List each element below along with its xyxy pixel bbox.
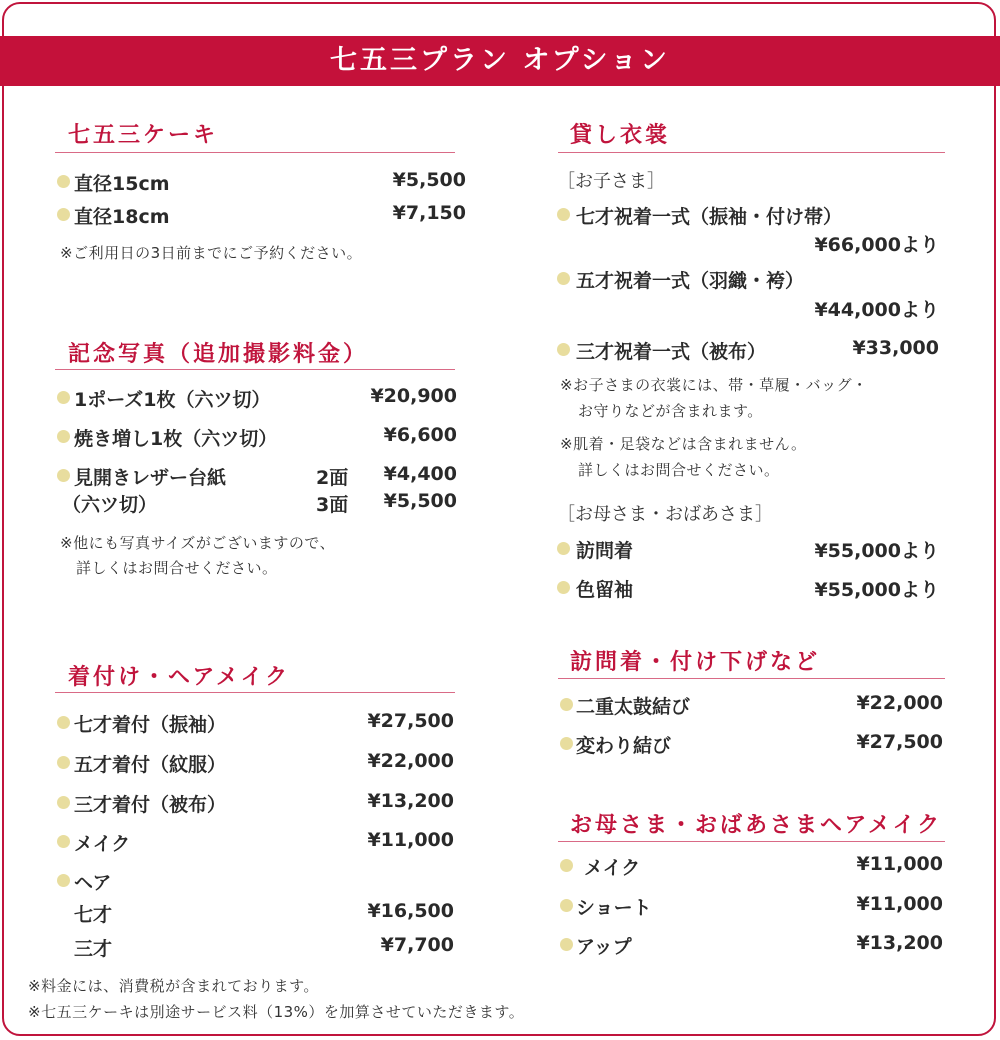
bullet-icon [560, 698, 573, 711]
kitsuke-item-label: 五才着付（紋服） [74, 754, 227, 776]
cake-note: ※ご利用日の3日前までにご予約ください。 [60, 244, 363, 262]
cake-item-price: ¥7,150 [392, 202, 466, 224]
mothers-hair-item-price: ¥11,000 [856, 853, 943, 875]
rental-note: お守りなどが含まれます。 [578, 402, 763, 420]
houmon-item-label: 変わり結び [576, 735, 672, 757]
kids-header: ［お子さま］ [557, 171, 665, 192]
bullet-icon [557, 343, 570, 356]
bullet-icon [57, 756, 70, 769]
album-option-price: ¥5,500 [383, 490, 457, 512]
rental-note: ※肌着・足袋などは含まれません。 [560, 435, 807, 453]
hair-sub-label: 七才 [74, 904, 113, 926]
footer-note: ※料金には、消費税が含まれております。 [28, 977, 319, 995]
page-title: 七五三プラン オプション [0, 36, 1000, 86]
album-option-face: 3面 [316, 494, 349, 516]
divider [55, 692, 455, 693]
kitsuke-item-label: 三才着付（被布） [74, 794, 227, 816]
bullet-icon [57, 175, 70, 188]
mothers-item-price: ¥55,000より [814, 579, 939, 601]
photo-note: ※他にも写真サイズがございますので、 [60, 534, 336, 552]
bullet-icon [57, 716, 70, 729]
album-label: 見開きレザー台紙 [74, 467, 227, 489]
kids-item-price: ¥44,000より [814, 299, 939, 321]
cake-item-label: 直径15cm [74, 173, 170, 195]
divider [558, 152, 945, 153]
bullet-icon [57, 430, 70, 443]
divider [558, 678, 945, 679]
cake-item-price: ¥5,500 [392, 169, 466, 191]
album-option-face: 2面 [316, 467, 349, 489]
mothers-item-label: 訪問着 [576, 540, 634, 562]
mothers-hair-item-price: ¥11,000 [856, 893, 943, 915]
photo-item-price: ¥20,900 [370, 385, 457, 407]
kitsuke-item-price: ¥13,200 [367, 790, 454, 812]
divider [55, 369, 455, 370]
bullet-icon [57, 835, 70, 848]
mothers-hair-item-label: メイク [584, 857, 641, 879]
cake-item-label: 直径18cm [74, 206, 170, 228]
album-size: （六ツ切） [62, 494, 158, 516]
kitsuke-item-price: ¥27,500 [367, 710, 454, 732]
divider [55, 152, 455, 153]
kids-item-label: 七才祝着一式（振袖・付け帯） [576, 206, 843, 228]
bullet-icon [560, 737, 573, 750]
bullet-icon [560, 899, 573, 912]
hair-sub-price: ¥16,500 [367, 900, 454, 922]
divider [558, 841, 945, 842]
bullet-icon [557, 581, 570, 594]
photo-item-price: ¥6,600 [383, 424, 457, 446]
photo-item-label: 1ポーズ1枚（六ツ切） [74, 389, 271, 411]
bullet-icon [557, 272, 570, 285]
mothers-item-price: ¥55,000より [814, 540, 939, 562]
kids-item-price: ¥33,000 [852, 337, 939, 359]
mothers-hair-item-label: ショート [576, 897, 652, 919]
mothers-header: ［お母さま・おばあさま］ [557, 504, 773, 525]
footer-note: ※七五三ケーキは別途サービス料（13%）を加算させていただきます。 [28, 1003, 525, 1021]
kitsuke-item-price: ¥11,000 [367, 829, 454, 851]
kitsuke-item-label: メイク [74, 833, 131, 855]
page-frame [2, 2, 996, 1036]
kitsuke-section-title: 着付け・ヘアメイク [68, 665, 291, 690]
rental-note: ※お子さまの衣裳には、帯・草履・バッグ・ [560, 376, 868, 394]
houmon-item-price: ¥22,000 [856, 692, 943, 714]
rental-note: 詳しくはお問合せください。 [578, 461, 780, 479]
houmon-item-price: ¥27,500 [856, 731, 943, 753]
photo-note: 詳しくはお問合せください。 [76, 559, 278, 577]
kids-item-label: 五才祝着一式（羽織・袴） [576, 270, 805, 292]
mothers-hair-section-title: お母さま・おばあさまヘアメイク [570, 813, 943, 838]
bullet-icon [57, 391, 70, 404]
cake-section-title: 七五三ケーキ [68, 123, 219, 148]
album-option-price: ¥4,400 [383, 463, 457, 485]
bullet-icon [557, 542, 570, 555]
bullet-icon [57, 874, 70, 887]
photo-item-label: 焼き増し1枚（六ツ切） [74, 428, 278, 450]
houmon-section-title: 訪問着・付け下げなど [570, 650, 821, 675]
bullet-icon [560, 859, 573, 872]
rental-section-title: 貸し衣裳 [570, 123, 671, 148]
mothers-item-label: 色留袖 [576, 579, 634, 601]
houmon-item-label: 二重太鼓結び [576, 696, 691, 718]
bullet-icon [57, 208, 70, 221]
bullet-icon [560, 938, 573, 951]
hair-sub-label: 三才 [74, 938, 113, 960]
mothers-hair-item-price: ¥13,200 [856, 932, 943, 954]
hair-sub-price: ¥7,700 [380, 934, 454, 956]
bullet-icon [57, 796, 70, 809]
bullet-icon [57, 469, 70, 482]
kids-item-label: 三才祝着一式（被布） [576, 341, 767, 363]
mothers-hair-item-label: アップ [576, 936, 632, 958]
kitsuke-item-label: 七才着付（振袖） [74, 714, 227, 736]
kids-item-price: ¥66,000より [814, 234, 939, 256]
bullet-icon [557, 208, 570, 221]
kitsuke-item-price: ¥22,000 [367, 750, 454, 772]
photo-section-title: 記念写真（追加撮影料金） [68, 342, 369, 367]
hair-label: ヘア [74, 872, 112, 894]
